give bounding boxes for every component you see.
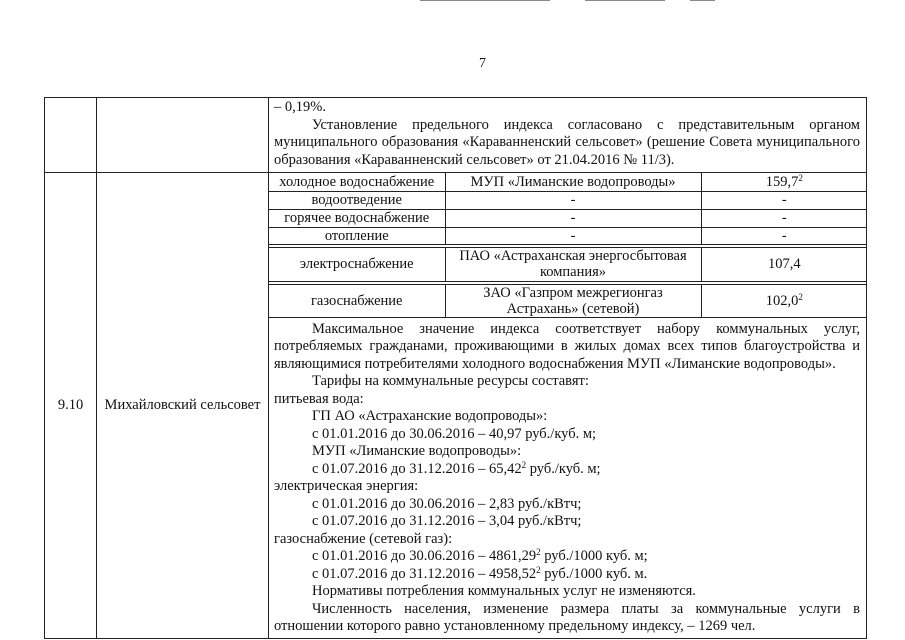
water-provider: МУП «Лиманские водопроводы»: [312, 443, 522, 459]
gas-rate: с 01.01.2016 до 30.06.2016 – 4861,29$^2$ руб./1000 куб. м; [312, 547, 648, 564]
entry-number: 9.10 [45, 173, 97, 639]
max-index-paragraph: Максимальное значение индекса соответствует набору коммунальных услуг, потребляемых гражданами, проживающими в жилых домах всех типов благоустройства и являющимися потребителями холодного водоснабжения МУП «Лиманские водопроводы». [274, 320, 860, 372]
service-name: холодное водоснабжение [269, 173, 445, 191]
tariff-table [44, 97, 867, 639]
gas-label: газоснабжение (сетевой газ): [274, 530, 453, 547]
scan-artifact [690, 0, 715, 1]
electric-label: электрическая энергия: [274, 478, 419, 494]
scan-artifact [420, 0, 550, 1]
service-value: - [701, 209, 867, 227]
continuation-text-cell [269, 98, 867, 173]
service-row [269, 173, 867, 191]
tariffs-intro: Тарифы на коммунальные ресурсы составят: [312, 373, 589, 389]
service-name: горячее водоснабжение [269, 209, 445, 227]
service-value: 107,4 [701, 247, 867, 281]
service-row [269, 209, 867, 227]
water-rate: с 01.07.2016 до 31.12.2016 – 65,42$^2$ руб./куб. м; [312, 459, 601, 477]
service-name: водоотведение [269, 191, 445, 209]
scan-artifact [585, 0, 665, 1]
service-provider: ПАО «Астраханская энергосбытовая компания» [445, 247, 701, 281]
service-name: электроснабжение [269, 247, 445, 281]
water-provider: ГП АО «Астраханские водопроводы»: [312, 408, 548, 424]
service-row [269, 247, 867, 281]
continuation-line: – 0,19%. [274, 99, 326, 115]
water-rate: с 01.01.2016 до 30.06.2016 – 40,97 руб./куб. м; [312, 425, 597, 442]
service-name: отопление [269, 227, 445, 244]
service-value: 159,7$^2$ [701, 173, 867, 191]
footnote-mark: 2 [798, 291, 803, 302]
electric-rate: с 01.01.2016 до 30.06.2016 – 2,83 руб./кВтч; [312, 495, 582, 512]
continuation-name-cell [97, 98, 269, 173]
continuation-line: Установление предельного индекса согласовано с представительным органом муниципального образования «Караванненский сельсовет» (решение Совета муниципального образования «Караванненский сельсовет» от 21.04.2016 № 11/3). [274, 116, 860, 168]
service-value: - [701, 227, 867, 244]
service-row [269, 284, 867, 317]
service-provider: - [445, 209, 701, 227]
footnote-mark: 2 [798, 172, 803, 183]
entry-name: Михайловский сельсовет [97, 173, 269, 639]
service-provider: МУП «Лиманские водопроводы» [445, 173, 701, 191]
entry-row [45, 173, 867, 639]
service-provider: - [445, 191, 701, 209]
continuation-number-cell [45, 98, 97, 173]
gas-rate: с 01.07.2016 до 31.12.2016 – 4958,52$^2$ руб./1000 куб. м. [312, 564, 648, 582]
norms-paragraph: Нормативы потребления коммунальных услуг не изменяются. [312, 583, 696, 599]
electric-rate: с 01.07.2016 до 31.12.2016 – 3,04 руб./кВтч; [312, 513, 582, 529]
services-table [269, 173, 867, 318]
service-name: газоснабжение [269, 284, 445, 317]
service-value: 102,0$^2$ [701, 284, 867, 317]
service-provider: ЗАО «Газпром межрегионгаз Астрахань» (сетевой) [445, 284, 701, 317]
entry-description [269, 318, 866, 638]
entry-body-cell [269, 173, 867, 639]
service-row [269, 191, 867, 209]
continuation-row [45, 98, 867, 173]
service-provider: - [445, 227, 701, 244]
population-paragraph: Численность населения, изменение размера платы за коммунальные услуги в отношении которого равно установленному предельному индексу, – 1269 чел. [274, 600, 860, 634]
page-number: 7 [479, 56, 486, 71]
service-value: - [701, 191, 867, 209]
service-row [269, 227, 867, 244]
water-label: питьевая вода: [274, 390, 364, 407]
